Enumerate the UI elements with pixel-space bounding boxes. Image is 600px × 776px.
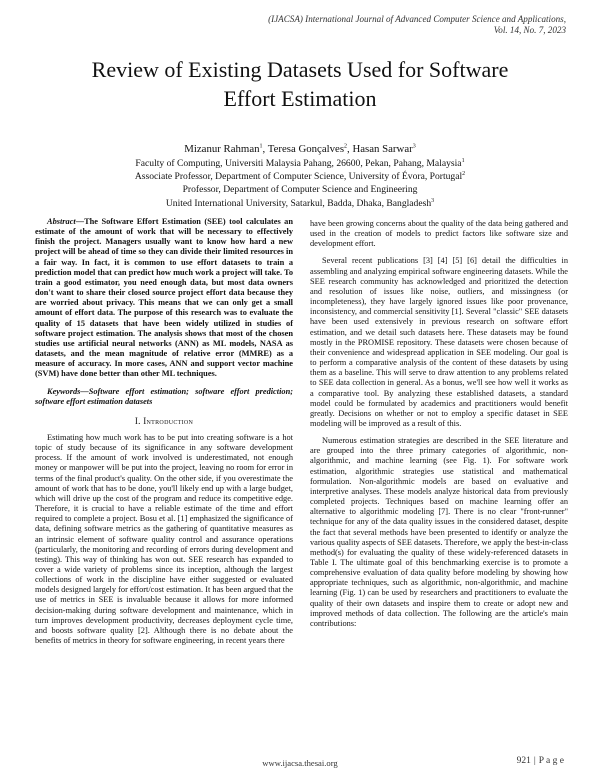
author-1: Mizanur Rahman <box>184 143 260 155</box>
page-separator: | <box>533 756 536 766</box>
title-line-1: Review of Existing Datasets Used for Software <box>91 57 509 82</box>
affiliation-text: Professor, Department of Computer Science and Engineering <box>182 184 418 196</box>
journal-volume: Vol. 14, No. 7, 2023 <box>493 25 566 35</box>
journal-header <box>268 14 566 36</box>
section-title: Introduction <box>143 415 194 426</box>
keywords: Keywords—Software effort estimation; software effort prediction; software effort estimation datasets <box>35 386 293 406</box>
author-list <box>40 142 560 156</box>
intro-paragraph-1: Estimating how much work has to be put into creating software is a hot topic of study because of its significance in any software development process. If the amount of work involved is underestimated, not enough money or manpower will be put into the project, leaving no room for error in terms of the final product's quality. On the other side, if you overestimate the amount of work that has to be done, you'll likely end up with a large budget, which will drive up the cost of the program and reduce its competitive edge. Therefore, it is crucial to have a reliable estimate of the time and effort required to complete a project. Bosu et al. [1] emphasized the significance of data, defining software metrics as the gathering of quantitative measures as an intrinsic element of software quality control and assurance operations (particularly, the monitoring and recording of errors during development and testing). This way of thinking has won out. SEE research has expanded to cover a wide variety of problems since its inception, although the largest collections of work in the discipline have either suggested or evaluated models designed largely for effort/cost estimation. It has been argued that the use of metrics in SEE is invaluable because it allows for more informed decision-making during software development and maintenance, which in turn improves development productivity, decreases deployment cycle time, and boosts software quality [2]. Although there is no debate about the benefits of metrics in theory for software engineering, in recent years there <box>35 432 293 646</box>
affiliation-sup: 3 <box>431 197 435 204</box>
author-1-sup: 1 <box>259 143 263 150</box>
intro-paragraph-3: Numerous estimation strategies are described in the SEE literature and are grouped into the three primary categories of algorithmic, non-algorithmic, and machine learning (see Fig. 1). For software work estimation, algorithmic strategies use statistical and mathematical formulation. Non-algorithmic models are based on evaluative and interpretive analyses. These models analyze historical data from previously completed projects. Techniques based on machine learning offer an alternative to algorithmic modeling [7]. There is no clear "front-runner" technique for any of the data quality issues in the considered dataset, despite the fact that several methods have been presented to identify or analyze the various quality aspects of SEE datasets. Therefore, we apply the best-in-class method(s) for evaluating the quality of these widely-referenced datasets in Table I. The ultimate goal of this benchmarking exercise is to promote a comprehensive evaluation of data quality before modeling by showing how appropriate techniques, such as algorithmic, non-algorithmic, and machine learning (Fig. 1) can be used by researchers and practitioners to evaluate the quality of their own datasets and inspire them to create or adopt new and improved methods of data collection. The following are the article's main contributions: <box>310 436 568 628</box>
author-2: Teresa Gonçalves <box>267 143 345 155</box>
right-column <box>310 219 568 629</box>
affiliation-sup: 2 <box>462 171 466 178</box>
affiliation-text: Faculty of Computing, Universiti Malaysia Pahang, 26600, Pekan, Pahang, Malaysia <box>135 158 462 169</box>
affiliations <box>40 157 560 210</box>
affiliation-text: United International University, Satarkul, Badda, Dhaka, Bangladesh <box>165 197 432 209</box>
affiliation-text: Associate Professor, Department of Computer Science, University of Évora, Portugal <box>134 171 463 183</box>
left-column <box>35 217 293 646</box>
abstract <box>35 217 293 380</box>
journal-name: (IJACSA) International Journal of Advanced Computer Science and Applications, <box>268 14 566 24</box>
author-separator: , <box>347 143 353 155</box>
intro-paragraph-2: Several recent publications [3] [4] [5] [6] detail the difficulties in assembling and analyzing empirical software engineering datasets. While the SEE research community has acknowledged and prioritized the detection and resolution of issues like noise, outliers, and missingness (or incompleteness), they have largely ignored issues like poor provenance, inconsistency, and commercial sensitivity [1]. Several "classic" SEE datasets have been used extensively in previous research on software effort estimation, and we detail such datasets here. These datasets may be found mostly in the PROMISE repository. These datasets were chosen because of their convenience and widespread application in SEE modeling. Our goal is to perform a comparative analysis of the content of these datasets by using them as a baseline. This will serve to draw attention to any problems related to SEE data collection in general. As a bonus, we'll see how well it works as a comparative tool. By analyzing these established datasets, a standard model could be formulated by academics and practitioners would benefit greatly. Decisions on whether or not to employ a specific dataset in SEE modeling will be improved as a result of this. <box>310 256 568 428</box>
paper-title <box>60 55 540 113</box>
author-3-sup: 3 <box>412 143 416 150</box>
affiliation-2 <box>40 170 560 183</box>
abstract-body: The Software Effort Estimation (SEE) tool calculates an estimate of the amount of work that will be necessary to effectively finish the project. Managers usually want to know how hard a new project will be ahead of time so they can divide their limited resources in a fair way. In fact, it is common to use effort datasets to train a prediction model that can predict how much work a project will take. To train a good estimator, you need enough data, but most data owners don't want to share their closed source project effort data because they are worried about privacy. This means that we can only get a small amount of effort data. The purpose of this research was to evaluate the quality of 15 datasets that have been widely utilized in studies of software project estimation. The analysis shows that most of the chosen studies use artificial neural networks (ANN) as ML models, NASA as datasets, and the mean magnitude of relative error (MMRE) as a measure of accuracy. In more cases, ANN and support vector machine (SVM) have done better than other ML techniques. <box>35 217 293 379</box>
section-heading-introduction <box>35 416 293 426</box>
section-numeral: I. <box>134 415 141 426</box>
title-line-2: Effort Estimation <box>223 86 377 111</box>
author-separator: , <box>262 143 268 155</box>
affiliation-4 <box>40 197 560 210</box>
abstract-lead: Abstract— <box>47 217 85 226</box>
affiliation-3 <box>40 183 560 196</box>
page-label: P a g e <box>538 756 564 766</box>
author-3: Hasan Sarwar <box>352 143 413 155</box>
intro-continuation: have been growing concerns about the quality of the data being gathered and used in the creation of models to predict factors like software size and development effort. <box>310 219 568 249</box>
page-number: 921 <box>516 756 531 766</box>
footer-url[interactable]: www.ijacsa.thesai.org <box>262 758 338 768</box>
affiliation-1 <box>40 157 560 170</box>
author-2-sup: 2 <box>344 143 348 150</box>
footer-page-number <box>517 756 564 766</box>
affiliation-sup: 1 <box>461 157 465 164</box>
